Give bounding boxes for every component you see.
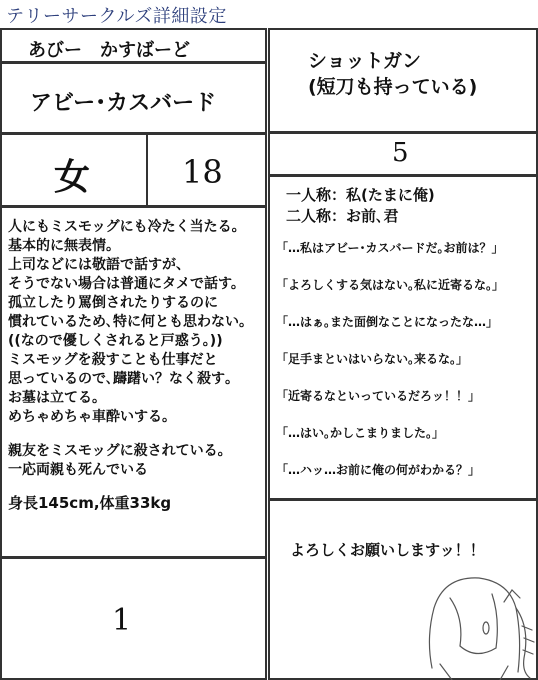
character-sketch-icon xyxy=(404,568,538,680)
description-cell xyxy=(0,206,267,558)
description-line: めちゃめちゃ車酔いする。 xyxy=(8,409,176,425)
quote-line: ｢…私はアビー･カスバードだ｡お前は？｣ xyxy=(282,241,498,255)
full-name: アビー･カスバード xyxy=(30,91,217,116)
weapon-sub: (短刀も持っている) xyxy=(308,76,478,98)
quotes-cell xyxy=(268,175,538,500)
full-name-cell xyxy=(0,62,267,134)
description-line: お墓は立てる。 xyxy=(8,390,106,406)
description-spacer xyxy=(8,427,265,442)
sheet-title: テリーサークルズ詳細設定 xyxy=(6,6,227,27)
age-value: 18 xyxy=(182,153,223,191)
description-line: ((なので優しくされると戸惑う｡)) xyxy=(8,333,223,349)
description-line: 人にもミスモッグにも冷たく当たる。 xyxy=(8,219,246,235)
weapon-main: ショットガン xyxy=(308,50,422,72)
description-line: 一応両親も死んでいる xyxy=(8,462,148,478)
quote-line: ｢近寄るなといっているだろッ！！｣ xyxy=(282,389,475,403)
second-person-pronoun: 二人称：お前､君 xyxy=(286,207,399,225)
name-reading-cell xyxy=(0,28,267,63)
greeting-text: よろしくお願いしますッ！！ xyxy=(290,541,485,559)
gender-value: 女 xyxy=(54,156,91,198)
rank-cell xyxy=(268,132,538,176)
height-weight: 身長145cm,体重33kg xyxy=(8,494,172,512)
quote-line: ｢よろしくする気はない｡私に近寄るな｡｣ xyxy=(282,278,499,292)
quote-line: ｢…ハッ…お前に俺の何がわかる？｣ xyxy=(282,463,475,477)
rank-value: 5 xyxy=(392,138,409,168)
age-cell xyxy=(146,133,267,207)
description-line: ミスモッグを殺すことも仕事だと xyxy=(8,352,218,368)
gender-cell xyxy=(0,133,148,207)
name-reading: あびー かすばーど xyxy=(28,40,190,61)
weapon-cell xyxy=(268,28,538,133)
description-line: 慣れているため､特に何とも思わない｡ xyxy=(8,314,246,330)
quote-line: ｢…はぁ｡また面倒なことになったな…｣ xyxy=(282,315,493,329)
description-line: 親友をミスモッグに殺されている。 xyxy=(8,443,232,459)
description-line: 孤立したり罵倒されたりするのに xyxy=(8,295,218,311)
description-line: 上司などには敬語で話すが、 xyxy=(8,257,190,273)
description-line: 基本的に無表情。 xyxy=(8,238,120,254)
description-line: そうでない場合は普通にタメで話す。 xyxy=(8,276,245,292)
description-line: 思っているので､躊躇い？なく殺す｡ xyxy=(8,371,232,387)
first-person-pronoun: 一人称：私(たまに俺) xyxy=(286,186,435,204)
pronouns xyxy=(282,185,536,227)
number-cell xyxy=(0,557,267,680)
quote-line: ｢足手まといはいらない｡来るな｡｣ xyxy=(282,352,463,366)
quote-line: ｢…はい｡かしこまりました｡｣ xyxy=(282,426,439,440)
number-value: 1 xyxy=(112,603,132,638)
